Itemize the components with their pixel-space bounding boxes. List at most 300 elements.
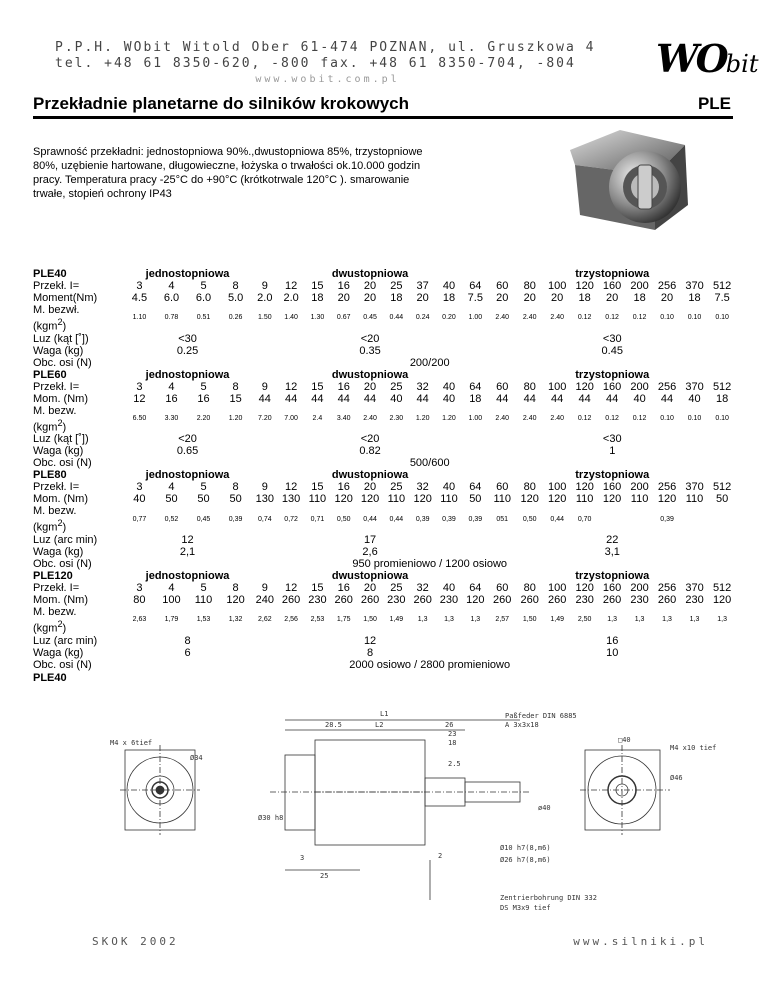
svg-text:L2: L2 <box>375 721 384 729</box>
cell: 40 <box>442 581 456 594</box>
cell: 0.78 <box>164 314 179 322</box>
cell: 44 <box>311 392 324 405</box>
cell: 0.25 <box>176 344 199 357</box>
cell: 0.12 <box>632 314 647 322</box>
play-row <box>33 635 736 647</box>
cell: 12 <box>133 392 146 405</box>
cell: 1,53 <box>196 616 211 624</box>
svg-text:M4 x10 tief: M4 x10 tief <box>670 744 717 752</box>
cell: 370 <box>685 581 704 594</box>
cell: 7.5 <box>714 292 730 304</box>
cell: 50 <box>229 493 242 506</box>
cell: 100 <box>162 593 181 606</box>
cell: 18 <box>390 292 403 304</box>
cell: 80 <box>523 380 536 393</box>
cell: 100 <box>547 481 567 494</box>
svg-text:Zentrierbohrung DIN 332: Zentrierbohrung DIN 332 <box>500 894 597 902</box>
cell: 16 <box>337 481 350 494</box>
cell: 64 <box>469 280 482 292</box>
cell: 1,3 <box>417 616 428 624</box>
cell: Mom. (Nm) <box>33 392 88 405</box>
cell: 44 <box>258 392 271 405</box>
cell: 25 <box>390 581 403 594</box>
cell: 2.40 <box>495 314 510 322</box>
cell: 512 <box>712 280 732 292</box>
cell: 16 <box>197 392 210 405</box>
model-name: PLE80 <box>33 469 67 482</box>
cell: 44 <box>523 392 536 405</box>
cell: Luz (arc min) <box>33 533 98 546</box>
title-bar <box>33 90 733 119</box>
cell: 120 <box>466 593 485 606</box>
cell: 5 <box>200 481 207 494</box>
cell: 0,44 <box>389 515 404 523</box>
cell: Obc. osi (N) <box>33 557 92 570</box>
cell: 12 <box>284 581 298 594</box>
svg-text:25: 25 <box>320 872 329 880</box>
stage-one-label: jednostopniowa <box>145 569 230 582</box>
cell: 20 <box>551 292 564 304</box>
cell: 260 <box>281 593 301 606</box>
cell: 40 <box>442 392 456 405</box>
cell: 2,53 <box>310 616 325 624</box>
cell: 120 <box>602 493 622 506</box>
cell: 230 <box>439 593 459 606</box>
cell: M. bezw. (kgm$^2$) <box>33 505 77 534</box>
footer-left: SKOK 2002 <box>92 935 179 948</box>
cell: 3 <box>136 280 143 292</box>
cell: 0,39 <box>660 515 674 523</box>
cell: 2.20 <box>196 414 211 422</box>
cell: 110 <box>493 493 511 506</box>
cell: 60 <box>496 481 509 494</box>
cell: Luz (kąt [˚]) <box>33 433 89 446</box>
cell: Waga (kg) <box>33 646 84 659</box>
cell: 0.67 <box>336 314 351 322</box>
cell: 2.0 <box>257 292 273 304</box>
cell: 100 <box>547 280 567 292</box>
weight-row <box>33 546 736 558</box>
cell: 512 <box>712 581 732 594</box>
cell: 20 <box>363 481 377 494</box>
cell: 0.10 <box>660 314 674 322</box>
cell: 1,32 <box>228 616 243 624</box>
stage-two-label: dwustopniowa <box>331 368 409 381</box>
cell: 1,3 <box>444 616 454 624</box>
cell: 0,50 <box>336 515 351 523</box>
cell: 12 <box>284 380 298 393</box>
cell: 0,71 <box>310 515 325 523</box>
cell: 16 <box>337 581 350 594</box>
model-name: PLE60 <box>33 368 67 381</box>
cell: 1.50 <box>257 314 272 322</box>
cell: 6.0 <box>163 292 180 304</box>
cell: 1,3 <box>717 616 727 624</box>
cell: 0.35 <box>359 344 381 357</box>
cell: 20 <box>363 380 377 393</box>
cell: 130 <box>255 493 274 506</box>
cell: 230 <box>685 593 704 606</box>
cell: 120 <box>413 493 432 506</box>
cell: 0,70 <box>577 515 592 523</box>
cell: 260 <box>602 593 622 606</box>
cell: Obc. osi (N) <box>33 356 92 369</box>
cell: 0,39 <box>228 515 243 523</box>
cell: 370 <box>685 280 704 292</box>
cell: 44 <box>284 392 298 405</box>
cell: 9 <box>261 481 268 494</box>
cell: 1,3 <box>607 616 617 624</box>
company-website: www.wobit.com.pl <box>255 74 400 85</box>
cell: 8 <box>367 646 374 659</box>
svg-text:DS M3x9 tief: DS M3x9 tief <box>500 904 551 912</box>
cell: 15 <box>311 481 324 494</box>
cell: 80 <box>133 593 146 606</box>
stage-one-label: jednostopniowa <box>145 469 230 482</box>
cell: 32 <box>416 581 429 594</box>
company-header <box>55 40 655 88</box>
cell: 120 <box>575 380 594 393</box>
cell: 1,50 <box>522 616 537 624</box>
weight-row <box>33 345 736 357</box>
cell: 0.12 <box>605 314 619 322</box>
cell <box>708 505 736 534</box>
cell: 1.10 <box>132 314 147 322</box>
cell: Mom. (Nm) <box>33 593 88 606</box>
cell: 20 <box>660 292 674 304</box>
cell: 40 <box>442 380 456 393</box>
stage-three-label: trzystopniowa <box>575 569 650 582</box>
product-code: PLE <box>697 94 731 113</box>
cell: 80 <box>523 481 536 494</box>
cell: Moment(Nm) <box>33 292 98 304</box>
cell: 8 <box>232 581 239 594</box>
cell: 2,56 <box>284 616 298 624</box>
cell: 230 <box>575 593 594 606</box>
cell: <30 <box>602 433 622 446</box>
play-row <box>33 534 736 546</box>
weight-row <box>33 647 736 659</box>
cell: 0,45 <box>196 515 211 523</box>
cell: 1,50 <box>363 616 377 624</box>
cell: 80 <box>523 280 536 292</box>
stage-one-label: jednostopniowa <box>145 368 230 381</box>
cell: 2,63 <box>132 616 147 624</box>
cell: 200 <box>630 481 649 494</box>
load-row <box>33 558 736 570</box>
cell: 2,57 <box>495 616 510 624</box>
weight-row <box>33 445 736 457</box>
cell: 50 <box>197 493 210 506</box>
stage-two-label: dwustopniowa <box>331 569 409 582</box>
cell: 64 <box>469 481 482 494</box>
cell: 44 <box>578 392 591 405</box>
svg-text:26: 26 <box>445 721 454 729</box>
cell: Obc. osi (N) <box>33 658 92 671</box>
cell: 260 <box>657 593 677 606</box>
cell: M. bezw. (kgm$^2$) <box>33 404 77 434</box>
cell: 120 <box>575 280 594 292</box>
cell: 18 <box>469 392 482 405</box>
cell: 260 <box>334 593 353 606</box>
spec-table <box>33 268 736 671</box>
cell: 40 <box>442 481 456 494</box>
cell: 60 <box>496 280 509 292</box>
cell: 20 <box>496 292 509 304</box>
cell: 0,44 <box>550 515 564 523</box>
cell: 110 <box>630 493 649 506</box>
svg-text:ø40: ø40 <box>538 804 551 812</box>
inertia-row <box>33 606 736 635</box>
cell: 18 <box>311 292 324 304</box>
cell: 0.51 <box>196 314 211 322</box>
cell: 0.26 <box>228 314 243 322</box>
play-row <box>33 333 736 345</box>
cell: 0.45 <box>601 344 623 357</box>
cell: 2.4 <box>312 414 323 422</box>
cell: <20 <box>360 433 380 446</box>
cell: Waga (kg) <box>33 344 84 357</box>
gearbox-photo <box>560 125 720 250</box>
cell: 256 <box>657 481 677 494</box>
cell: <20 <box>178 433 197 446</box>
cell: 0.65 <box>176 445 199 458</box>
stage-two-label: dwustopniowa <box>331 268 409 280</box>
cell: 3,1 <box>604 545 620 558</box>
cell: 8 <box>232 280 239 292</box>
cell: 25 <box>390 380 403 393</box>
cell: 44 <box>416 392 429 405</box>
output-flange-view <box>580 745 670 835</box>
stage-one-label: jednostopniowa <box>145 268 230 280</box>
cell: 200 <box>630 581 649 594</box>
cell: 64 <box>469 581 482 594</box>
cell: 40 <box>390 392 403 405</box>
cell: M. bezwł. (kgm$^2$) <box>33 304 80 333</box>
cell: Przekł. I= <box>33 481 80 494</box>
cell: 230 <box>387 593 406 606</box>
cell: 2.40 <box>550 414 564 422</box>
model-name: PLE120 <box>33 569 73 582</box>
cell: 18 <box>688 292 701 304</box>
moment-row <box>33 594 736 606</box>
ratio-row <box>33 280 736 292</box>
cell: 8 <box>232 380 239 393</box>
svg-text:Ø30 h8: Ø30 h8 <box>258 814 284 822</box>
model-name: PLE40 <box>33 268 67 280</box>
cell: 0.44 <box>389 314 404 322</box>
cell: 256 <box>657 380 677 393</box>
cell: 500/600 <box>409 457 450 470</box>
cell: 0.45 <box>363 314 377 322</box>
cell: 120 <box>657 493 677 506</box>
cell: 3 <box>136 581 143 594</box>
cell: 2.40 <box>495 414 510 422</box>
cell: 256 <box>657 280 677 292</box>
cell: 7.20 <box>257 414 272 422</box>
cell: Mom. (Nm) <box>33 493 88 506</box>
cell: 16 <box>606 634 619 647</box>
svg-text:L1: L1 <box>380 710 389 718</box>
cell: 16 <box>337 280 350 292</box>
cell: 1.20 <box>228 414 243 422</box>
cell: 1,49 <box>550 616 564 624</box>
cell: Luz (arc min) <box>33 634 98 647</box>
cell: 18 <box>633 292 646 304</box>
cell: 0.10 <box>715 314 729 322</box>
cell: 9 <box>261 380 268 393</box>
stage-three-label: trzystopniowa <box>575 469 650 482</box>
description: Sprawność przekładni: jednostopniowa 90%.,dwustopniowa 85%, trzystopniowe 80%, uzębienie hartowane, długowieczne, łożyska o trwałości ok.10.000 godzin pracy. Temperatura pracy -25°C do +90°C (krótkotrwale 120°C ). smarowanie trwałe, stopień ochrony IP43 <box>33 146 423 200</box>
cell: 1,3 <box>662 616 672 624</box>
side-view <box>270 720 530 900</box>
cell: Waga (kg) <box>33 445 84 458</box>
cell: 260 <box>360 593 380 606</box>
svg-text:3: 3 <box>300 854 305 862</box>
cell: 12 <box>363 634 377 647</box>
cell: 230 <box>308 593 327 606</box>
cell: 1.30 <box>310 314 325 322</box>
cell: 0.82 <box>359 445 381 458</box>
cell: 44 <box>337 392 350 405</box>
cell: <30 <box>178 332 197 345</box>
svg-text:2.5: 2.5 <box>448 760 461 768</box>
cell: 1.40 <box>284 314 298 322</box>
cell: 200/200 <box>409 356 450 369</box>
cell: 15 <box>229 392 242 405</box>
cell: 9 <box>261 280 268 292</box>
cell: 260 <box>520 593 539 606</box>
cell: 3 <box>136 380 143 393</box>
cell: 120 <box>712 593 732 606</box>
cell: 60 <box>496 581 509 594</box>
cell: <30 <box>602 332 622 345</box>
cell: 20 <box>337 292 350 304</box>
cell: 7.00 <box>284 414 298 422</box>
inertia-row <box>33 505 736 534</box>
cell: 160 <box>602 481 622 494</box>
cell: 260 <box>413 593 432 606</box>
cell: 950 promieniowo / 1200 osiowo <box>352 557 508 570</box>
cell: 2,1 <box>179 545 196 558</box>
load-row <box>33 457 736 469</box>
cell: 110 <box>685 493 704 506</box>
cell: 130 <box>281 493 301 506</box>
cell: 110 <box>308 493 327 506</box>
load-row <box>33 659 736 671</box>
cell: 40 <box>133 493 146 506</box>
cell: 100 <box>547 380 567 393</box>
ratio-row <box>33 481 736 493</box>
cell: 4 <box>168 280 175 292</box>
svg-text:□40: □40 <box>618 736 631 744</box>
cell: 20 <box>363 581 377 594</box>
svg-text:Ø26 h7(8,m6): Ø26 h7(8,m6) <box>500 856 551 864</box>
cell: 44 <box>551 392 564 405</box>
cell: 4 <box>168 380 175 393</box>
cell: 160 <box>602 581 622 594</box>
cell: 0,50 <box>522 515 537 523</box>
cell: 17 <box>363 533 377 546</box>
cell: Przekł. I= <box>33 380 80 393</box>
cell: 110 <box>387 493 406 506</box>
cell: 15 <box>311 280 324 292</box>
moment-row <box>33 493 736 505</box>
cell: 60 <box>496 380 509 393</box>
load-row <box>33 357 736 369</box>
input-flange-view <box>120 745 200 835</box>
cell: 3.40 <box>336 414 351 422</box>
moment-row <box>33 393 736 405</box>
cell: 1,3 <box>689 616 700 624</box>
cell: 9 <box>261 581 268 594</box>
cell: 200 <box>630 380 649 393</box>
svg-text:A 3x3x18: A 3x3x18 <box>505 721 539 729</box>
cell: 2,50 <box>577 616 592 624</box>
cell <box>681 505 708 534</box>
company-phone: tel. +48 61 8350-620, -800 fax. +48 61 8350-704, -804 <box>55 56 576 71</box>
cell: 64 <box>469 380 482 393</box>
wobit-logo: WObit <box>656 36 759 81</box>
cell: 1,49 <box>389 616 404 624</box>
cell: M. bezw. (kgm$^2$) <box>33 605 77 635</box>
play-row <box>33 433 736 445</box>
cell: 110 <box>575 493 594 506</box>
cell <box>626 505 653 534</box>
cell: Luz (kąt [˚]) <box>33 332 89 345</box>
cell: 0.10 <box>687 314 702 322</box>
cell: 40 <box>633 392 646 405</box>
cell: 6 <box>184 646 191 659</box>
cell: 1,3 <box>634 616 645 624</box>
cell: 15 <box>311 581 324 594</box>
cell: 5.0 <box>227 292 244 304</box>
cell: 3 <box>136 481 143 494</box>
cell: 0.10 <box>660 414 674 422</box>
cell: 160 <box>602 280 622 292</box>
cell: 370 <box>685 380 704 393</box>
cell: 0.12 <box>577 314 592 322</box>
cell: 1,79 <box>164 616 179 624</box>
cell: 230 <box>630 593 649 606</box>
cell: 0.24 <box>415 314 430 322</box>
cell: 2.40 <box>363 414 377 422</box>
cell: 12 <box>181 533 194 546</box>
cell: 051 <box>496 515 509 523</box>
cell: 22 <box>606 533 619 546</box>
inertia-row <box>33 405 736 434</box>
cell: 2,6 <box>362 545 378 558</box>
cell: 0,39 <box>415 515 430 523</box>
cell: 2,62 <box>257 616 272 624</box>
cell: 50 <box>469 493 482 506</box>
cell: 512 <box>712 380 732 393</box>
cell: 4 <box>168 581 175 594</box>
cell: 2.0 <box>283 292 299 304</box>
cell: 40 <box>442 280 456 292</box>
cell: 100 <box>547 581 567 594</box>
cell: 240 <box>255 593 274 606</box>
table-row <box>33 570 736 582</box>
cell: 1,3 <box>470 616 481 624</box>
cell: 16 <box>337 380 350 393</box>
cell: 32 <box>416 380 429 393</box>
cell: 160 <box>602 380 622 393</box>
cell: 120 <box>334 493 353 506</box>
cell: 20 <box>523 292 536 304</box>
cell: 0.10 <box>715 414 729 422</box>
cell: 0.12 <box>605 414 619 422</box>
